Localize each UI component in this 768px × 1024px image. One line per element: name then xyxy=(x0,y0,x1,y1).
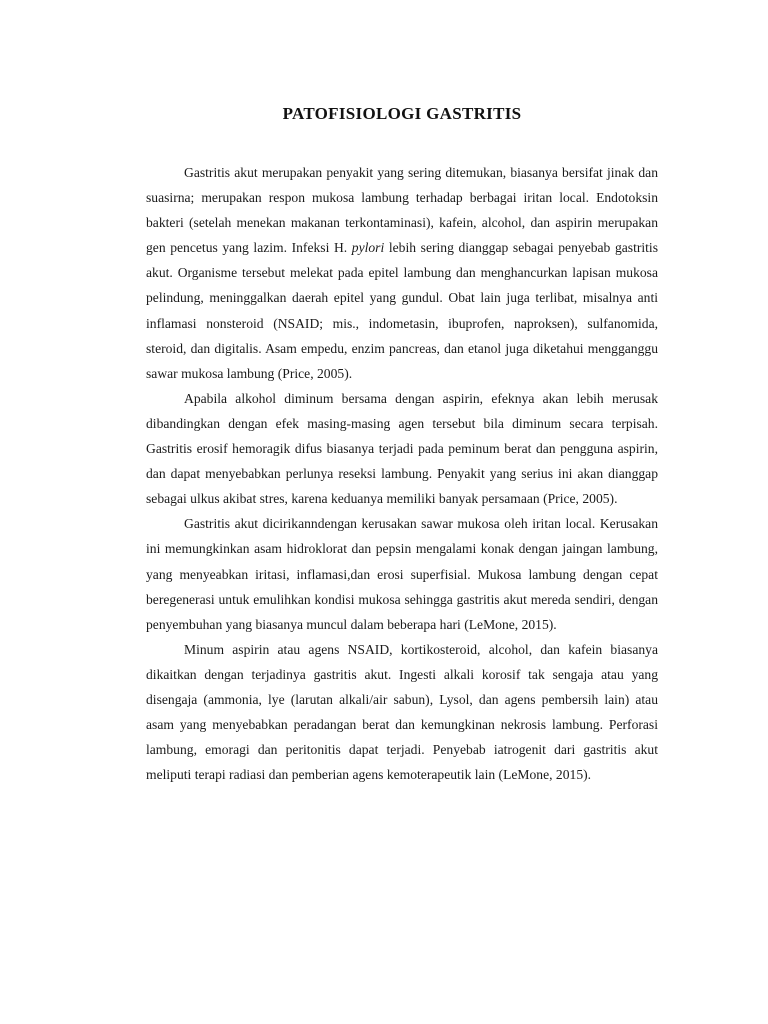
paragraph-1-text-start: Gastritis akut merupakan penyakit yang sering ditemukan, biasanya bersifat jinak dan suasirna; merupakan respon mukosa lambung terhadap berbagai iritan local. Endotoksin bakteri (setelah menekan makanan terkontaminasi), kafein, alcohol, dan aspirin merupakan gen pencetus yang lazim. Infeksi H. xyxy=(146,165,658,256)
paragraph-1-text-end: lebih sering dianggap sebagai penyebab gastritis akut. Organisme tersebut melekat pada epitel lambung dan menghancurkan lapisan mukosa pelindung, meninggalkan daerah epitel yang gundul. Obat lain juga terlibat, misalnya anti inflamasi nonsteroid (NSAID; mis., indometasin, ibuprofen, naproksen), sulfanomida, steroid, dan digitalis. Asam empedu, enzim pancreas, dan etanol juga diketahui mengganggu sawar mukosa lambung (Price, 2005). xyxy=(146,240,658,381)
paragraph-4: Minum aspirin atau agens NSAID, kortikosteroid, alcohol, dan kafein biasanya dikaitkan dengan terjadinya gastritis akut. Ingesti alkali korosif tak sengaja atau yang disengaja (ammonia, lye (larutan alkali/air sabun), Lysol, dan agens pembersih lain) atau asam yang menyebabkan peradangan berat dan kemungkinan nekrosis lambung. Perforasi lambung, emoragi dan peritonitis dapat terjadi. Penyebab iatrogenit dari gastritis akut meliputi terapi radiasi dan pemberian agens kemoterapeutik lain (LeMone, 2015). xyxy=(146,641,658,783)
document-title: PATOFISIOLOGI GASTRITIS xyxy=(282,104,522,123)
paragraph-1 xyxy=(146,160,658,386)
paragraph-2: Apabila alkohol diminum bersama dengan aspirin, efeknya akan lebih merusak dibandingkan dengan efek masing-masing agen tersebut bila diminum secara terpisah. Gastritis erosif hemoragik difus biasanya terjadi pada peminum berat dan pengguna aspirin, dan dapat menyebabkan perlunya reseksi lambung. Penyakit yang serius ini akan dianggap sebagai ulkus akibat stres, karena keduanya memiliki banyak persamaan (Price, 2005). xyxy=(146,390,658,507)
document-body xyxy=(146,102,658,787)
paragraph-3: Gastritis akut dicirikanndengan kerusakan sawar mukosa oleh iritan local. Kerusakan ini memungkinkan asam hidroklorat dan pepsin mengalami konak dengan jaingan lambung, yang menyeabkan iritasi, inflamasi,dan erosi superfisial. Mukosa lambung dengan cepat beregenerasi untuk emulihkan kondisi mukosa sehingga gastritis akut mereda sendiri, dengan penyembuhan yang biasanya muncul dalam beberapa hari (LeMone, 2015). xyxy=(146,516,658,632)
paragraph-1-italic-term: pylori xyxy=(351,240,385,256)
